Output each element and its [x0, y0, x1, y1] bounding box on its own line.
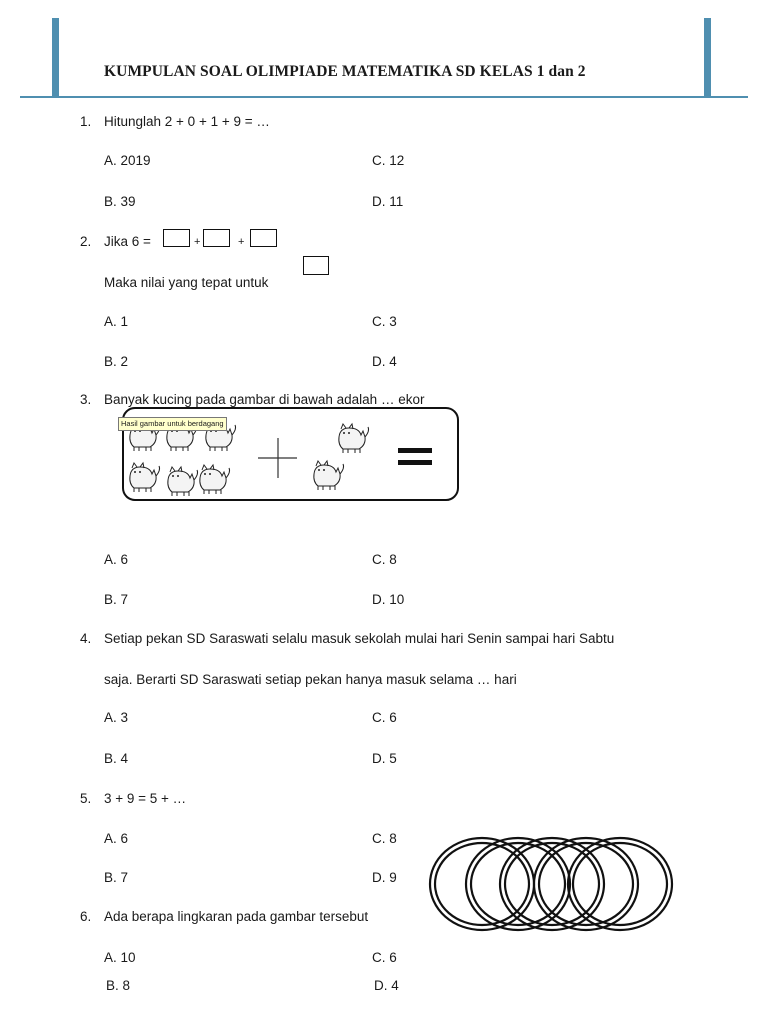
option-c: C. 8: [372, 831, 397, 846]
question-text: 3 + 9 = 5 + …: [104, 791, 187, 806]
question-text-line-2: saja. Berarti SD Saraswati setiap pekan hanya masuk selama … hari: [104, 672, 517, 687]
option-a: A. 10: [104, 950, 136, 965]
option-a: A. 6: [104, 552, 129, 567]
option-d: D. 9: [372, 870, 397, 885]
option-b: B. 4: [104, 751, 129, 766]
page-title: KUMPULAN SOAL OLIMPIADE MATEMATIKA SD KELAS 1 dan 2: [104, 63, 586, 80]
option-d: D. 4: [372, 354, 397, 369]
plus-sign: +: [238, 236, 245, 248]
question-text: Hitunglah 2 + 0 + 1 + 9 = …: [104, 114, 270, 129]
circle-outer: [500, 838, 604, 930]
option-b: B. 7: [104, 870, 129, 885]
option-a: A. 6: [104, 831, 129, 846]
circle-outer: [534, 838, 638, 930]
option-c: C. 12: [372, 153, 405, 168]
option-b: B. 2: [104, 354, 129, 369]
option-a: A. 3: [104, 710, 129, 725]
question-number: 1.: [80, 114, 92, 129]
question-text: Ada berapa lingkaran pada gambar tersebut: [104, 909, 369, 924]
option-b: B. 39: [104, 194, 136, 209]
option-c: C. 8: [372, 552, 397, 567]
option-a: A. 2019: [104, 153, 151, 168]
image-tooltip: Hasil gambar untuk berdagang: [118, 417, 227, 431]
option-c: C. 3: [372, 314, 397, 329]
option-d: D. 5: [372, 751, 397, 766]
question-number: 2.: [80, 234, 92, 249]
question-text: Jika 6 =: [104, 234, 151, 249]
question-number: 3.: [80, 392, 92, 407]
question-number: 6.: [80, 909, 92, 924]
question-text: Setiap pekan SD Saraswati selalu masuk sekolah mulai hari Senin sampai hari Sabtu: [104, 631, 615, 646]
option-d: D. 4: [374, 978, 399, 993]
plus-sign: +: [194, 236, 201, 248]
question-number: 5.: [80, 791, 92, 806]
question-text-line-2: Maka nilai yang tepat untuk: [104, 275, 269, 290]
circle-outer: [568, 838, 672, 930]
option-c: C. 6: [372, 710, 397, 725]
circle-inner: [435, 843, 529, 925]
option-a: A. 1: [104, 314, 129, 329]
option-b: B. 8: [106, 978, 131, 993]
option-d: D. 11: [372, 194, 404, 209]
option-c: C. 6: [372, 950, 397, 965]
question-number: 4.: [80, 631, 92, 646]
option-d: D. 10: [372, 592, 405, 607]
option-b: B. 7: [104, 592, 129, 607]
question-text: Banyak kucing pada gambar di bawah adalah … ekor: [104, 392, 425, 407]
